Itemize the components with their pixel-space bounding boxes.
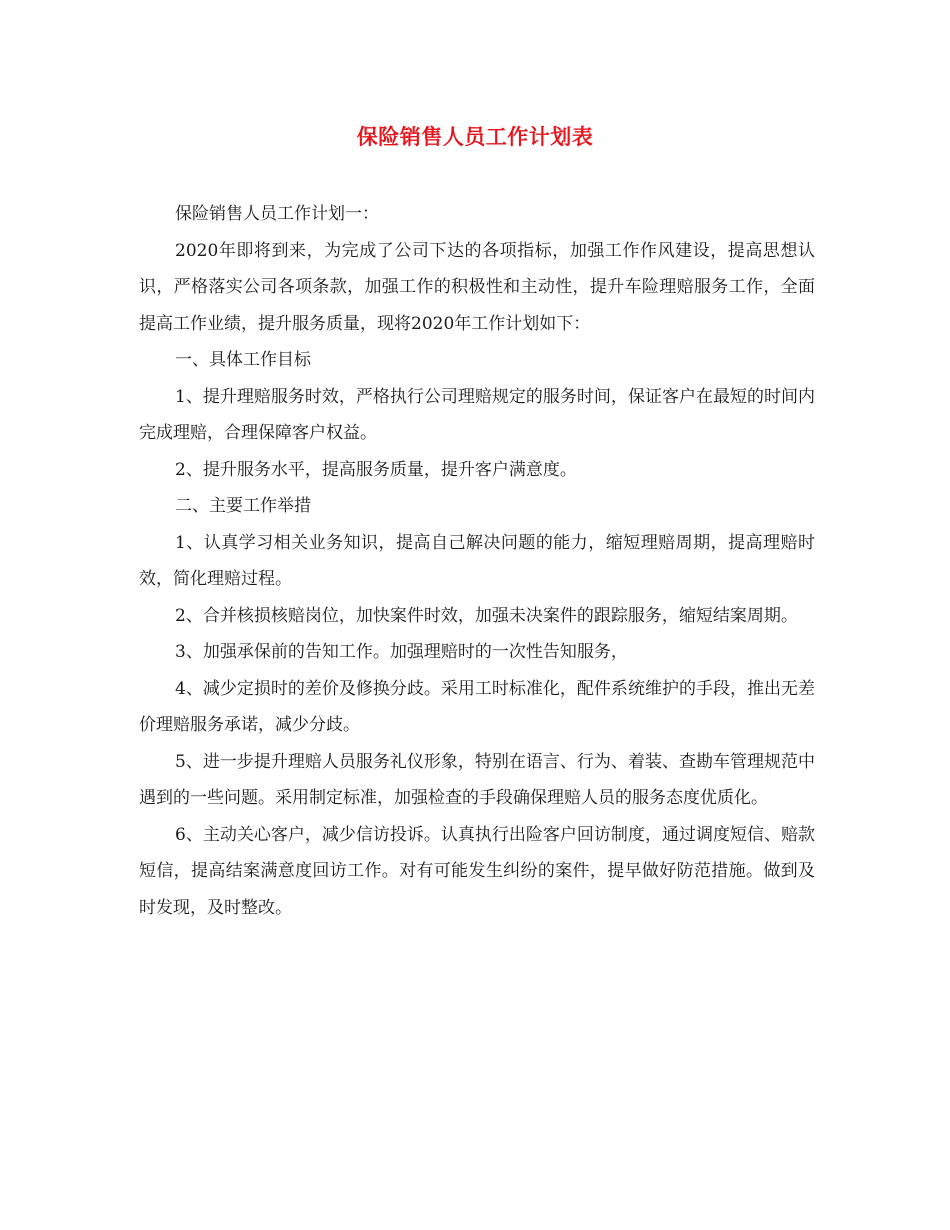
section-heading-goals: 一、具体工作目标 — [175, 350, 311, 370]
paragraph-measure-5: 5、进一步提升理赔人员服务礼仪形象，特别在语言、行为、着装、查勘车管理规范中遇到的一些问题。采用制定标准，加强检查的手段确保理赔人员的服务态度优质化。 — [139, 751, 815, 808]
section-heading-measures: 二、主要工作举措 — [175, 496, 311, 516]
paragraph-intro: 2020年即将到来，为完成了公司下达的各项指标，加强工作作风建设，提高思想认识，严格落实公司各项条款，加强工作的积极性和主动性，提升车险理赔服务工作，全面提高工作业绩，提升服务质量，现将2020年工作计划如下： — [139, 240, 815, 334]
paragraph-goal-1: 1、提升理赔服务时效，严格执行公司理赔规定的服务时间，保证客户在最短的时间内完成理赔，合理保障客户权益。 — [139, 386, 815, 443]
document-title: 保险销售人员工作计划表 — [356, 124, 594, 149]
paragraph-plan-heading: 保险销售人员工作计划一： — [175, 204, 379, 224]
document-body — [139, 196, 815, 926]
paragraph-measure-3: 3、加强承保前的告知工作。加强理赔时的一次性告知服务， — [175, 642, 628, 662]
paragraph-measure-4: 4、减少定损时的差价及修换分歧。采用工时标准化，配件系统维护的手段，推出无差价理赔服务承诺，减少分歧。 — [139, 678, 815, 735]
paragraph-measure-2: 2、合并核损核赔岗位，加快案件时效，加强未决案件的跟踪服务，缩短结案周期。 — [175, 605, 798, 626]
paragraph-goal-2: 2、提升服务水平，提高服务质量，提升客户满意度。 — [175, 459, 577, 480]
paragraph-measure-1: 1、认真学习相关业务知识，提高自己解决问题的能力，缩短理赔周期，提高理赔时效，简化理赔过程。 — [139, 532, 815, 589]
paragraph-measure-6: 6、主动关心客户，减少信访投诉。认真执行出险客户回访制度，通过调度短信、赔款短信，提高结案满意度回访工作。对有可能发生纠纷的案件，提早做好防范措施。做到及时发现，及时整改。 — [139, 824, 815, 918]
